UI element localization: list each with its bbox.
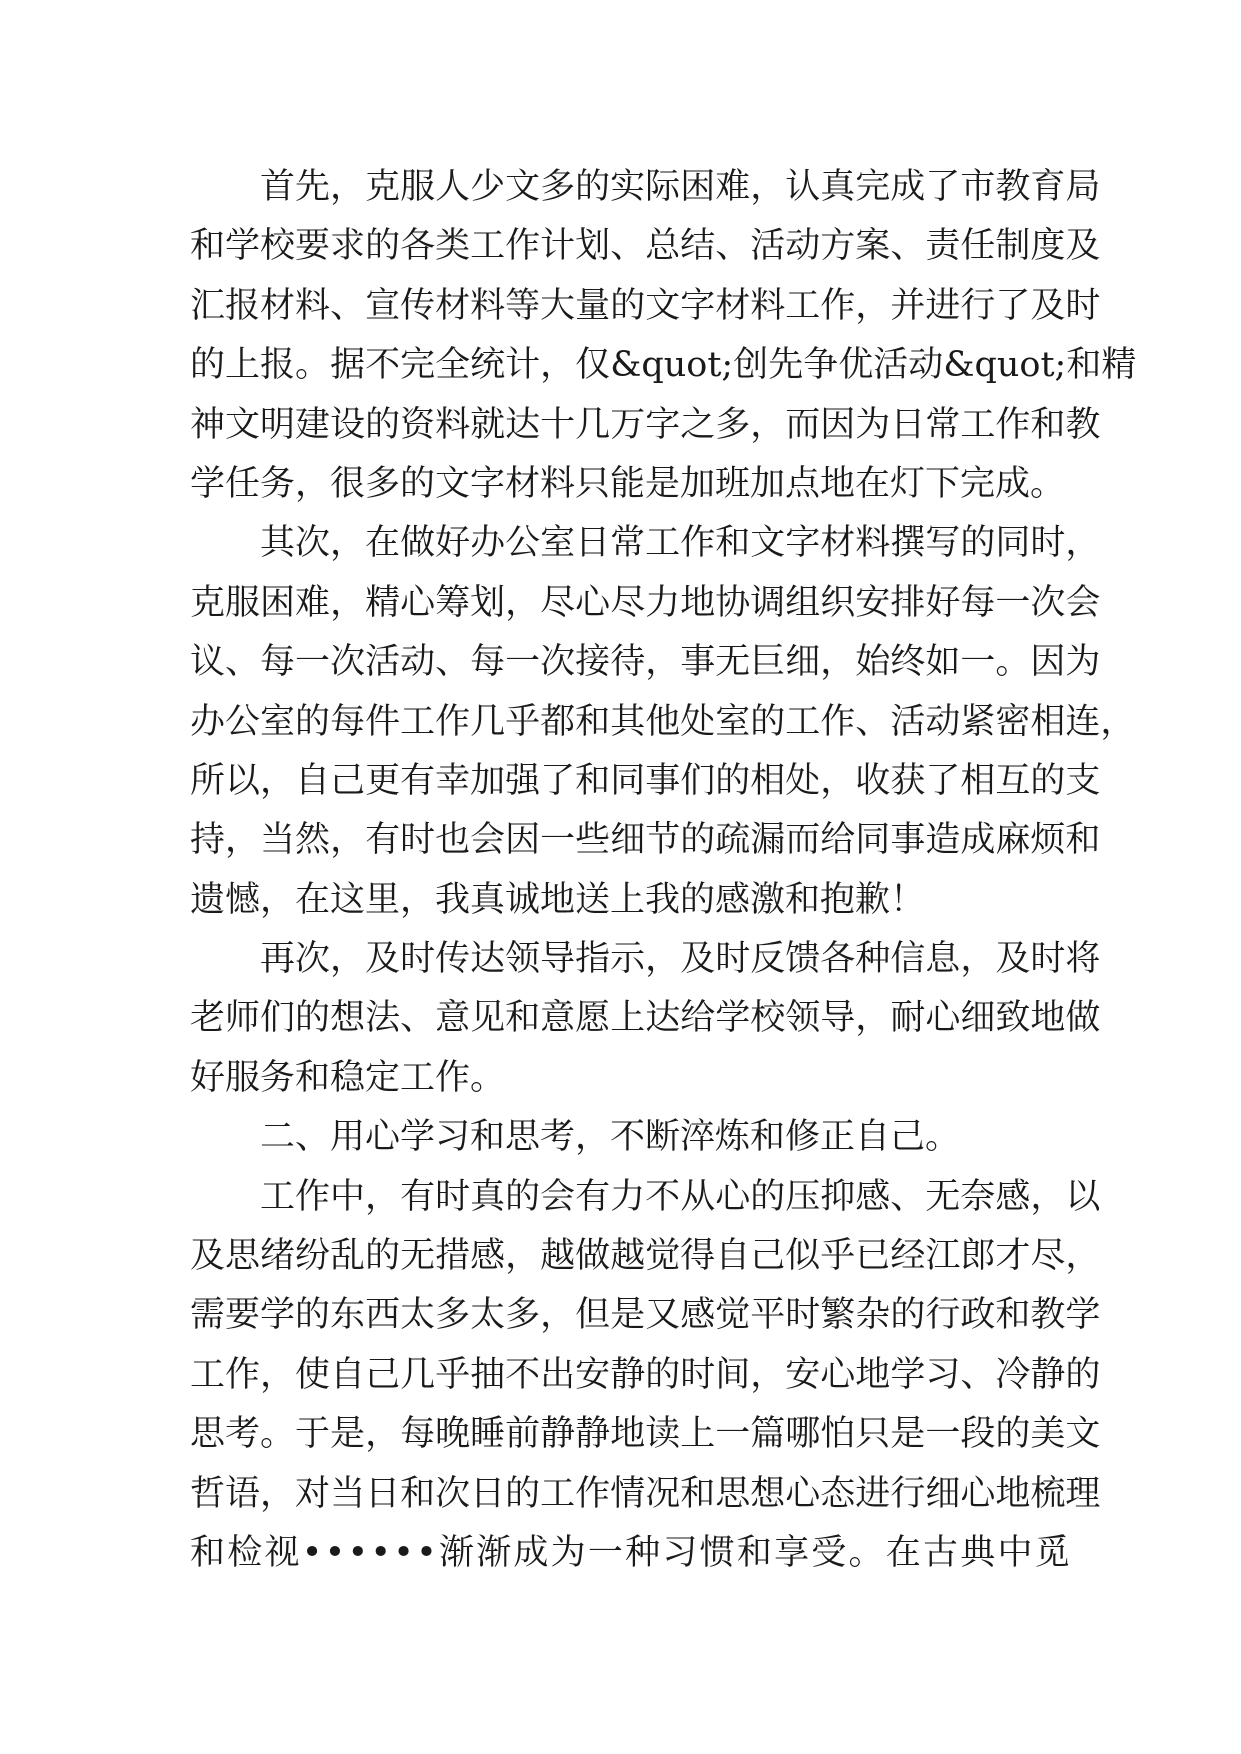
text-line: 学任务，很多的文字材料只能是加班加点地在灯下完成。 [190, 463, 1066, 504]
text-line: 神 文 明 建 设 的 资 料 就 达 十 几 万 字 之 多 ， 而 因 为 日 常 工 作 和 教 [190, 404, 1101, 445]
text-line: 思 考 。 于 是 ， 每 晚 睡 前 静 静 地 读 上 一 篇 哪 怕 只 是 一 段 的 美 文 [190, 1414, 1101, 1455]
text-line: 需 要 学 的 东 西 太 多 太 多 ， 但 是 又 感 觉 平 时 繁 杂 的 行 政 和 教 学 [190, 1295, 1101, 1336]
text-line: 克 服 困 难 ， 精 心 筹 划 ， 尽 心 尽 力 地 协 调 组 织 安 排 好 每 一 次 会 [190, 582, 1101, 623]
text-line: 好服务和稳定工作。 [190, 1057, 506, 1098]
text-line: 办 公 室 的 每 件 工 作 几 乎 都 和 其 他 处 室 的 工 作 、 活 动 紧 密 相 连 ， [190, 701, 1136, 742]
text-line: 老 师 们 的 想 法 、 意 见 和 意 愿 上 达 给 学 校 领 导 ， 耐 心 细 致 地 做 [190, 998, 1101, 1039]
body-text [190, 158, 1137, 1583]
text-line: 工 作 中 ， 有 时 真 的 会 有 力 不 从 心 的 压 抑 感 、 无 奈 感 ， 以 [260, 1176, 1101, 1217]
text-line: 和 检 视 • • • • • • 渐 渐 成 为 一 种 习 惯 和 享 受 。 在 古 典 中 觅 [190, 1532, 1070, 1573]
text-line: 工 作 ， 使 自 己 几 乎 抽 不 出 安 静 的 时 间 ， 安 心 地 学 习 、 冷 静 的 [190, 1354, 1101, 1395]
text-line: 遗憾，在这里，我真诚地送上我的感激和抱歉！ [190, 879, 926, 920]
text-line: 议 、 每 一 次 活 动 、 每 一 次 接 待 ， 事 无 巨 细 ， 始 终 如 一 。 因 为 [190, 642, 1101, 683]
text-line: 和 学 校 要 求 的 各 类 工 作 计 划 、 总 结 、 活 动 方 案 、 责 任 制 度 及 [190, 226, 1101, 267]
text-line: 再 次 ， 及 时 传 达 领 导 指 示 ， 及 时 反 馈 各 种 信 息 ， 及 时 将 [260, 939, 1101, 980]
text-line: 持 ， 当 然 ， 有 时 也 会 因 一 些 细 节 的 疏 漏 而 给 同 事 造 成 麻 烦 和 [190, 820, 1101, 861]
text-line: 其 次 ， 在 做 好 办 公 室 日 常 工 作 和 文 字 材 料 撰 写 的 同 时 ， [260, 523, 1101, 564]
text-line: 二、用心学习和思考，不断淬炼和修正自己。 [260, 1117, 961, 1158]
text-line: 的 上 报 。 据 不 完 全 统 计 ， 仅 &quot; 创 先 争 优 活 动 &quot; 和 精 [190, 345, 1137, 386]
text-line: 汇 报 材 料 、 宣 传 材 料 等 大 量 的 文 字 材 料 工 作 ， 并 进 行 了 及 时 [190, 285, 1101, 326]
text-line: 及 思 绪 纷 乱 的 无 措 感 ， 越 做 越 觉 得 自 己 似 乎 已 经 江 郎 才 尽 ， [190, 1236, 1101, 1277]
text-line: 所 以 ， 自 己 更 有 幸 加 强 了 和 同 事 们 的 相 处 ， 收 获 了 相 互 的 支 [190, 760, 1101, 801]
text-line: 哲 语 ， 对 当 日 和 次 日 的 工 作 情 况 和 思 想 心 态 进 行 细 心 地 梳 理 [190, 1473, 1101, 1514]
text-line: 首 先 ， 克 服 人 少 文 多 的 实 际 困 难 ， 认 真 完 成 了 市 教 育 局 [260, 167, 1101, 207]
